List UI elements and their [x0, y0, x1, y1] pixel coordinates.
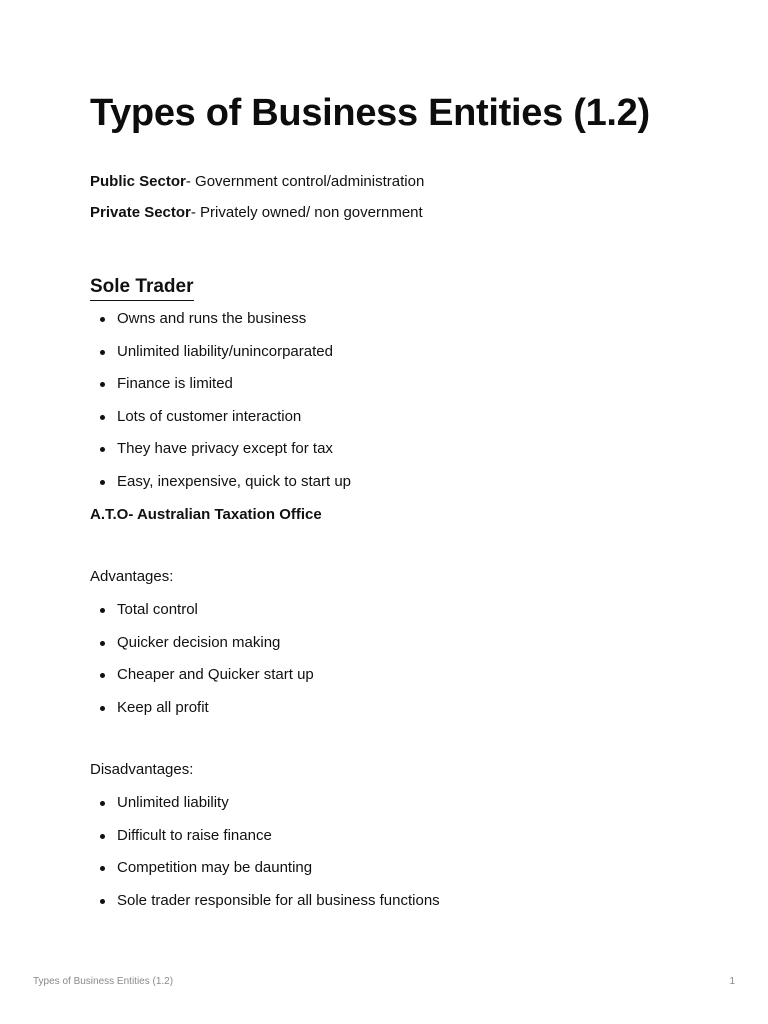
- list-item: Sole trader responsible for all business functions: [90, 891, 440, 924]
- list-item: Cheaper and Quicker start up: [90, 665, 314, 698]
- public-sector-text: - Government control/administration: [185, 173, 425, 190]
- ato-note-text: A.T.O- Australian Taxation Office: [90, 506, 322, 523]
- list-item: Difficult to raise finance: [90, 826, 440, 859]
- footer-document-title: Types of Business Entities (1.2): [33, 976, 174, 987]
- ato-note: [90, 505, 322, 525]
- public-sector-definition: [90, 172, 424, 192]
- private-sector-term: Private Sector: [90, 204, 191, 221]
- list-item: Unlimited liability/unincorparated: [90, 342, 351, 375]
- list-item: Lots of customer interaction: [90, 407, 351, 440]
- footer-page-number: 1: [729, 976, 735, 987]
- list-item: Owns and runs the business: [90, 309, 351, 342]
- list-item: Keep all profit: [90, 698, 314, 731]
- sole-trader-heading: Sole Trader: [90, 275, 194, 301]
- list-item: Easy, inexpensive, quick to start up: [90, 472, 351, 505]
- public-sector-term: Public Sector: [90, 173, 186, 190]
- list-item: Finance is limited: [90, 374, 351, 407]
- list-item: Unlimited liability: [90, 793, 440, 826]
- list-item: They have privacy except for tax: [90, 439, 351, 472]
- disadvantages-label: Disadvantages:: [90, 761, 194, 778]
- advantages-label: Advantages:: [90, 568, 174, 585]
- disadvantages-list: [90, 793, 440, 923]
- list-item: Competition may be daunting: [90, 858, 440, 891]
- list-item: Quicker decision making: [90, 633, 314, 666]
- sole-trader-points-list: [90, 309, 351, 505]
- private-sector-text: - Privately owned/ non government: [190, 204, 423, 221]
- page-title: Types of Business Entities (1.2): [90, 92, 650, 134]
- list-item: Total control: [90, 600, 314, 633]
- advantages-list: [90, 600, 314, 730]
- private-sector-definition: [90, 203, 423, 223]
